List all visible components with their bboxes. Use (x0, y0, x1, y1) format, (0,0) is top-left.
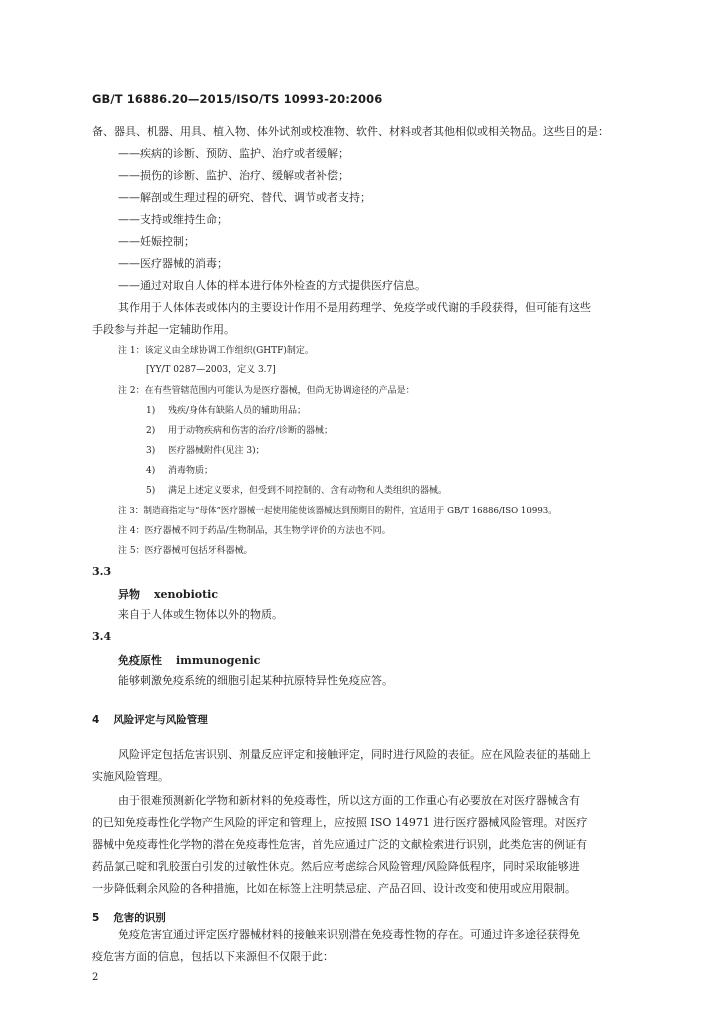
paragraph-line: 器械中免疫毒性化学物的潜在免疫毒性危害，首先应通过广泛的文献检索进行识别，此类危害的例证有 (92, 838, 587, 851)
purpose-item: ——医疗器械的消毒； (118, 257, 228, 270)
note-1-reference: [YY/T 0287—2003，定义 3.7] (146, 365, 276, 375)
paragraph-line: 的已知免疫毒性化学物产生风险的评定和管理上，应按照 ISO 14971 进行医疗器械风险管理。对医疗 (92, 816, 588, 829)
note-2-item-text: 医疗器械附件(见注 3)； (168, 446, 265, 456)
term-english: immunogenic (176, 654, 261, 667)
definition-line: 备、器具、机器、用具、植入物、体外试剂或校准物、软件、材料或者其他相似或相关物品。这些目的是： (92, 125, 609, 138)
purpose-item: ——损伤的诊断、监护、治疗、缓解或者补偿； (118, 169, 349, 182)
note-2-item-text: 用于动物疾病和伤害的治疗/诊断的器械； (168, 426, 334, 436)
paragraph-line: 由于很难预测新化学物和新材料的免疫毒性，所以这方面的工作重心有必要放在对医疗器械含有 (118, 794, 580, 807)
purpose-item: ——疾病的诊断、预防、监护、治疗或者缓解； (118, 147, 349, 160)
note-2-item-text: 满足上述定义要求，但受到不同控制的、含有动物和人类组织的器械。 (168, 486, 448, 496)
note-2-item-number: 1) (146, 406, 156, 416)
term-chinese: 免疫原性 (118, 654, 162, 667)
note-5: 注 5：医疗器械可包括牙科器械。 (118, 546, 253, 556)
term-chinese: 异物 (118, 588, 140, 601)
term-number: 3.3 (92, 565, 112, 578)
note-1: 注 1：该定义由全球协调工作组织(GHTF)制定。 (118, 346, 314, 356)
purpose-item: ——通过对取自人体的样本进行体外检查的方式提供医疗信息。 (118, 279, 426, 292)
term-number: 3.4 (92, 630, 112, 643)
term-heading (118, 652, 260, 668)
paragraph-line: 风险评定包括危害识别、剂量反应评定和接触评定，同时进行风险的表征。应在风险表征的基础上 (118, 748, 591, 761)
note-2-item-number: 4) (146, 466, 156, 476)
purpose-item: ——妊娠控制； (118, 235, 195, 248)
paragraph-line: 药品氯己啶和乳胶蛋白引发的过敏性休克。然后应考虑综合风险管理/风险降低程序，同时采取能够进 (92, 860, 580, 873)
paragraph-line: 手段参与并起一定辅助作用。 (92, 323, 235, 336)
section-title: 危害的识别 (113, 912, 166, 924)
note-2-item-number: 5) (146, 486, 156, 496)
note-2-item-number: 2) (146, 426, 156, 436)
paragraph-line: 实施风险管理。 (92, 770, 169, 783)
note-2: 注 2：在有些管辖范围内可能认为是医疗器械，但尚无协调途径的产品是： (118, 386, 415, 396)
purpose-item: ——解剖或生理过程的研究、替代、调节或者支持； (118, 191, 371, 204)
section-heading (92, 910, 166, 925)
note-2-item-number: 3) (146, 446, 156, 456)
term-definition: 能够刺激免疫系统的细胞引起某种抗原特异性免疫应答。 (118, 674, 393, 687)
paragraph-line: 疫危害方面的信息，包括以下来源但不仅限于此： (92, 950, 334, 963)
section-number: 5 (92, 912, 100, 924)
note-2-item-text: 残疾/身体有缺陷人员的辅助用品； (168, 406, 307, 416)
page-number: 2 (92, 972, 99, 983)
paragraph-line: 免疫危害宜通过评定医疗器械材料的接触来识别潜在免疫毒性物的存在。可通过许多途径获得免 (118, 928, 580, 941)
term-definition: 来自于人体或生物体以外的物质。 (118, 608, 283, 621)
term-english: xenobiotic (154, 588, 219, 601)
note-3: 注 3：制造商指定与“母体”医疗器械一起使用能使该器械达到预期目的附件，宜适用于 GB/T 16886/ISO 10993。 (118, 506, 557, 516)
purpose-item: ——支持或维持生命； (118, 213, 228, 226)
standard-header: GB/T 16886.20—2015/ISO/TS 10993-20:2006 (92, 92, 383, 106)
note-4: 注 4：医疗器械不同于药品/生物制品，其生物学评价的方法也不同。 (118, 526, 391, 536)
paragraph-line: 其作用于人体体表或体内的主要设计作用不是用药理学、免疫学或代谢的手段获得，但可能有这些 (118, 301, 591, 314)
section-number: 4 (92, 714, 100, 726)
term-heading (118, 586, 218, 602)
paragraph-line: 一步降低剩余风险的各种措施，比如在标签上注明禁忌症、产品召回、设计改变和使用或应用限制。 (92, 882, 576, 895)
section-heading (92, 712, 208, 727)
section-title: 风险评定与风险管理 (113, 714, 208, 726)
note-2-item-text: 消毒物质； (168, 466, 214, 476)
